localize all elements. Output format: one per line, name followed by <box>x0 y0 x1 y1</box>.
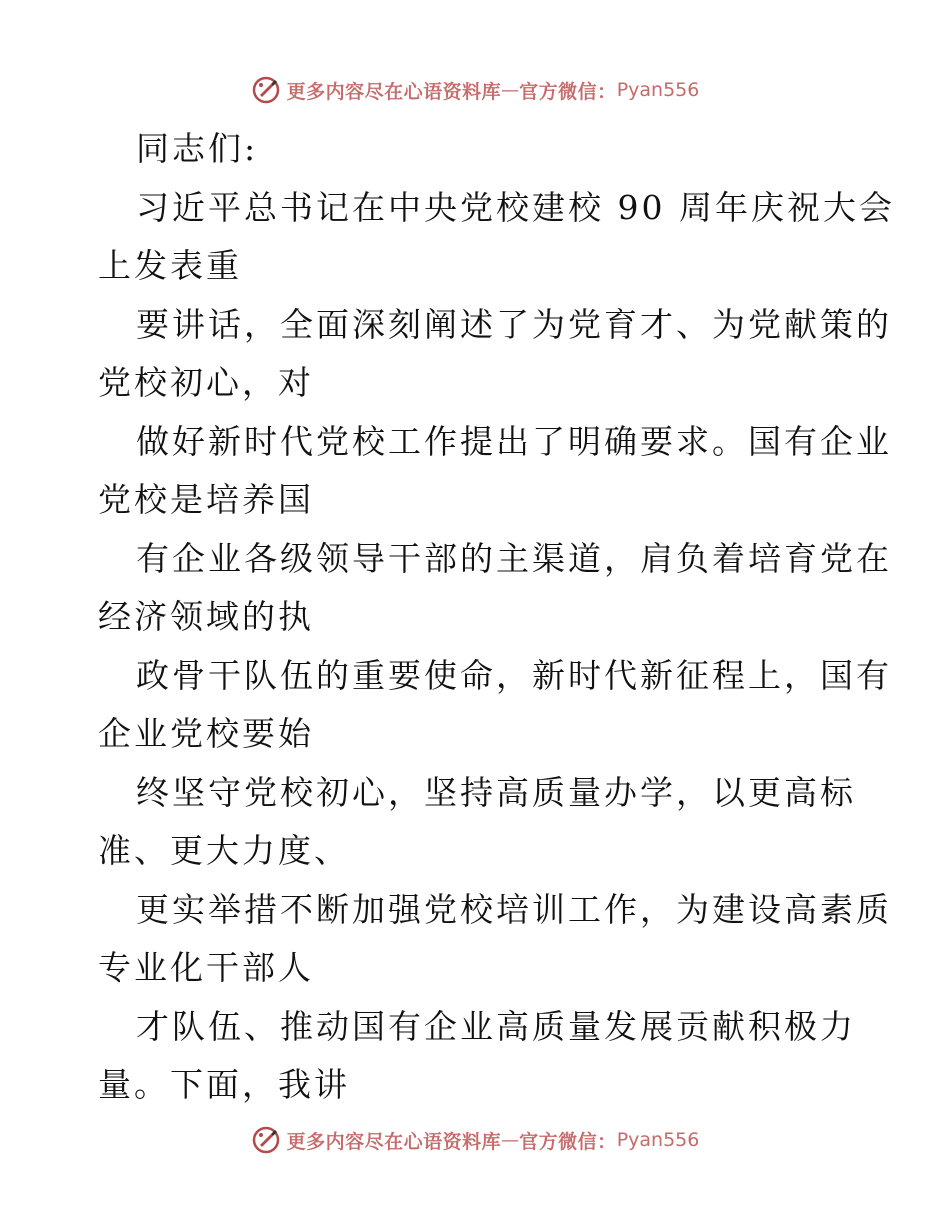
banner-wechat-id: Pyan556 <box>616 79 700 101</box>
text-line: 更实举措不断加强党校培训工作，为建设高素质 <box>136 889 892 929</box>
text-line: 终坚守党校初心，坚持高质量办学，以更高标 <box>136 772 856 812</box>
banner-separator: — <box>501 1129 520 1151</box>
document-body <box>98 120 895 1115</box>
text-line: 党校初心，对 <box>98 363 314 402</box>
header-watermark-banner <box>0 70 950 110</box>
text-line: 做好新时代党校工作提出了明确要求。国有企业 <box>136 421 892 461</box>
text-line: 量。下面，我讲 <box>98 1065 350 1104</box>
text-line: 政骨干队伍的重要使命，新时代新征程上，国有 <box>136 655 892 695</box>
banner-wechat-id: Pyan556 <box>616 1129 700 1151</box>
text-line: 有企业各级领导干部的主渠道，肩负着培育党在 <box>136 538 892 578</box>
text-line: 同志们: <box>136 129 259 168</box>
banner-text-label: 官方微信： <box>519 80 617 103</box>
footer-watermark-banner <box>0 1120 950 1160</box>
text-line: 上发表重 <box>98 246 242 285</box>
brand-logo-icon <box>251 1125 281 1155</box>
text-line: 准、更大力度、 <box>98 831 350 870</box>
text-line: 才队伍、推动国有企业高质量发展贡献积极力 <box>136 1006 856 1046</box>
banner-separator: — <box>501 79 520 101</box>
text-line: 经济领域的执 <box>98 597 314 636</box>
banner-text-main: 更多内容尽在心语资料库 <box>286 80 502 103</box>
text-line: 企业党校要始 <box>98 714 314 753</box>
banner-text-main: 更多内容尽在心语资料库 <box>286 1130 502 1153</box>
text-line: 要讲话，全面深刻阐述了为党育才、为党献策的 <box>136 304 892 344</box>
text-line: 专业化干部人 <box>98 948 314 987</box>
text-line: 习近平总书记在中央党校建校 90 周年庆祝大会 <box>136 187 895 227</box>
text-line: 党校是培养国 <box>98 480 314 519</box>
banner-text-label: 官方微信： <box>519 1130 617 1153</box>
brand-logo-icon <box>251 75 281 105</box>
